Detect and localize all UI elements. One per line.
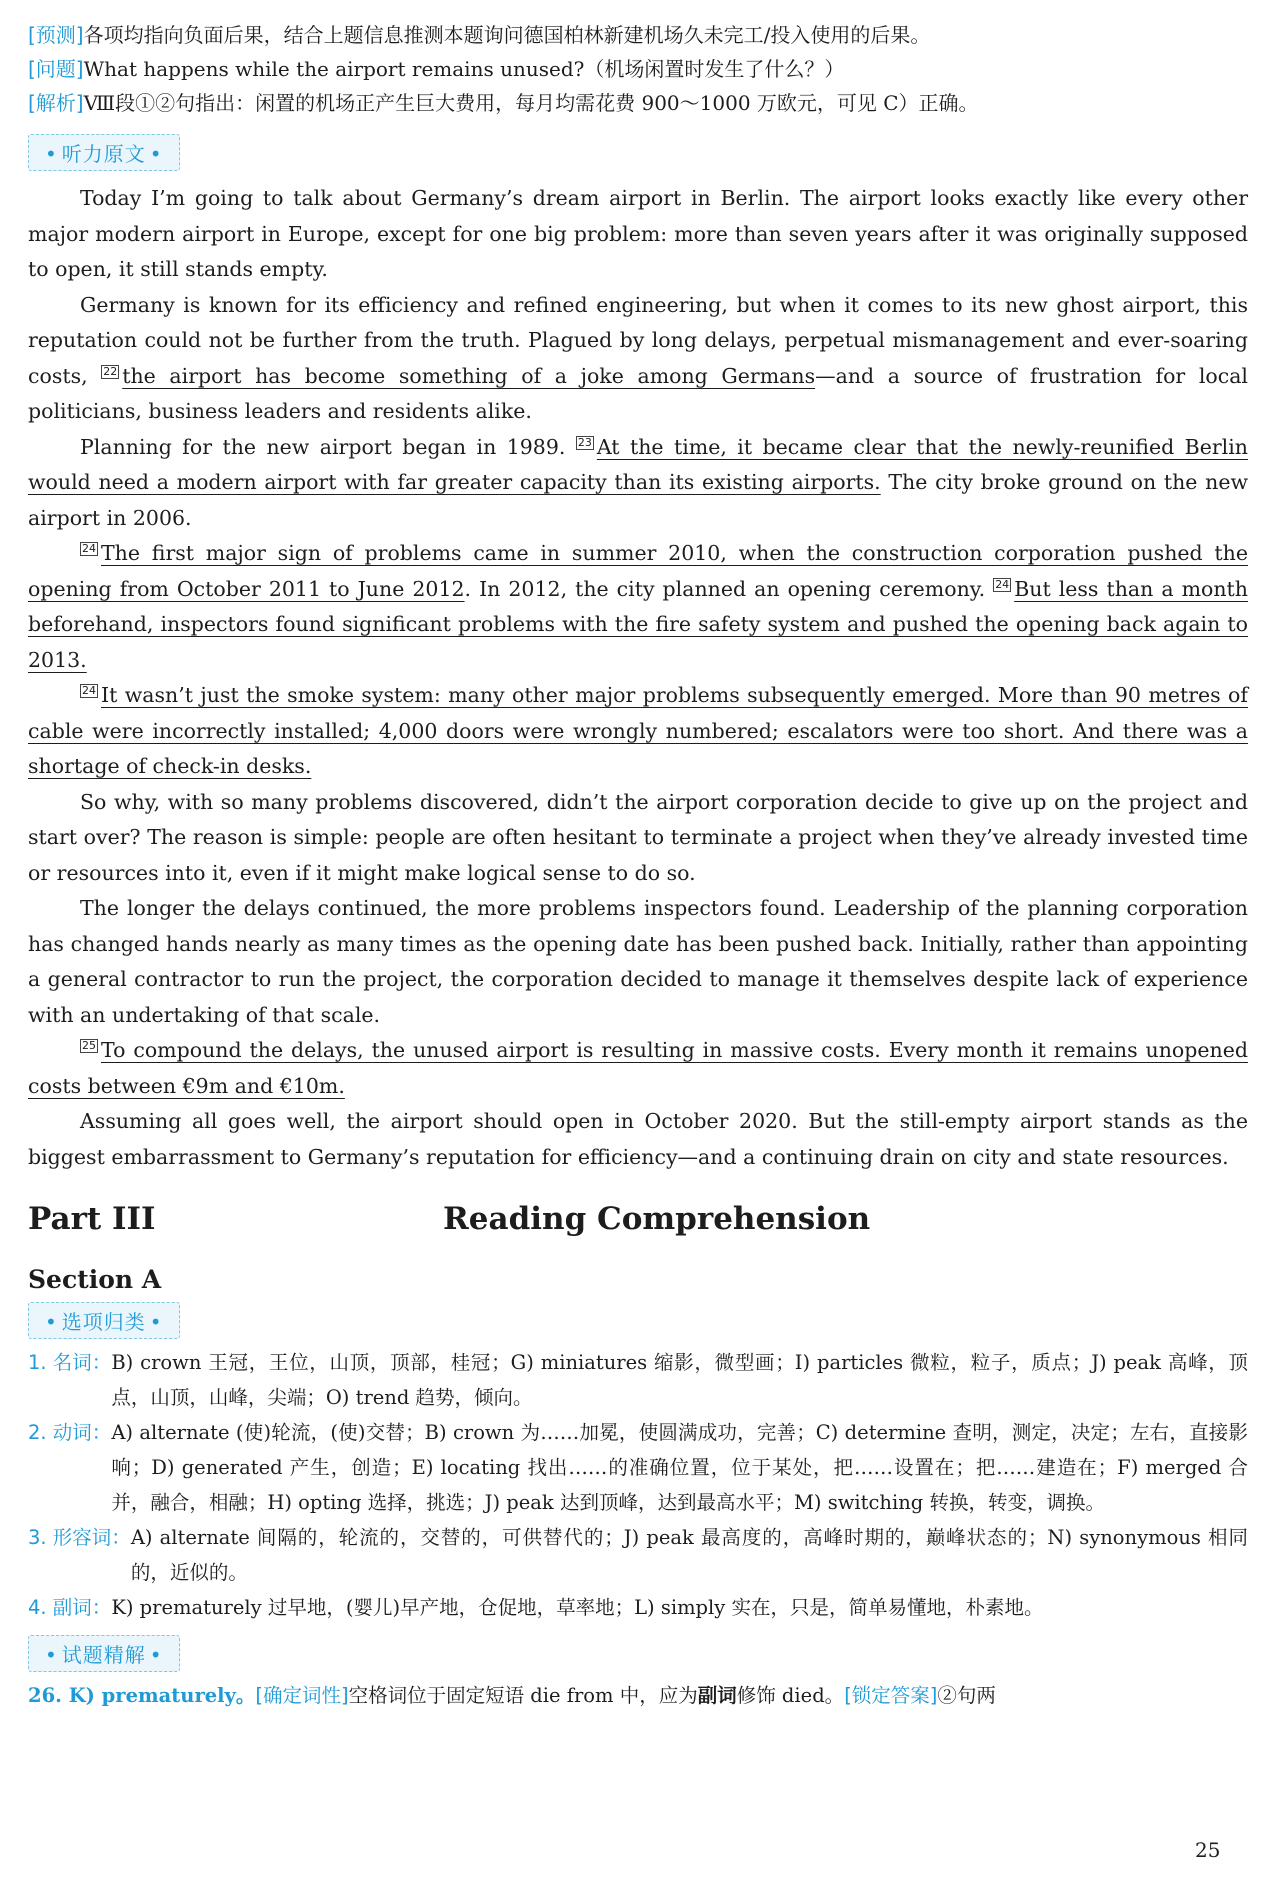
analysis-text: Ⅷ段①②句指出：闲置的机场正产生巨大费用，每月均需花费 900～1000 万欧元，可见 C）正确。 bbox=[83, 91, 979, 115]
question-marker: 22 bbox=[103, 364, 118, 378]
page-content bbox=[28, 18, 1248, 1713]
analysis-badge: • 试题精解 • bbox=[28, 1635, 180, 1672]
underlined-sentence: At the time, it became clear that the newly-reunified Berlin would need a modern airport with far greater capacity than its existing airports. bbox=[28, 434, 1248, 494]
vocab-badge: • 选项归类 • bbox=[28, 1302, 180, 1339]
question-marker: 24 bbox=[995, 577, 1010, 591]
prediction-line bbox=[28, 18, 1248, 52]
intro-block bbox=[28, 18, 1248, 120]
underlined-sentence: The first major sign of problems came in summer 2010, when the construction corporation pushed the opening from October 2011 to June 2012 bbox=[28, 541, 1248, 601]
question-text: What happens while the airport remains unused?（机场闲置时发生了什么？） bbox=[83, 57, 845, 81]
underlined-sentence: But less than a month beforehand, inspectors found significant problems with the fire safety system and pushed the opening back again to 2013. bbox=[28, 576, 1248, 672]
part-label: Part III bbox=[28, 1201, 156, 1237]
transcript-paragraph: 24 The first major sign of problems came in summer 2010, when the construction corporation pushed the opening from October 2011 to June 2012. In 2012, the city planned an opening ceremony. 24 But less than a month beforehand, inspectors found significant problems with the fire safety system and pushed the opening back again to 2013. bbox=[28, 541, 1248, 672]
transcript-paragraph: Assuming all goes well, the airport should open in October 2020. But the still-empty airport stands as the biggest embarrassment to Germany’s reputation for efficiency—and a continuing drain on city and state resources. bbox=[28, 1109, 1248, 1169]
prediction-text: 各项均指向负面后果，结合上题信息推测本题询问德国柏林新建机场久未完工/投入使用的后果。 bbox=[83, 23, 931, 47]
question-line bbox=[28, 52, 1248, 86]
underlined-sentence: To compound the delays, the unused airport is resulting in massive costs. Every month it remains unopened costs between €9m and €10m. bbox=[28, 1038, 1248, 1098]
question-marker: 24 bbox=[82, 684, 96, 698]
underlined-sentence: the airport has become something of a joke among Germans bbox=[122, 363, 816, 388]
lock-answer-tag: [锁定答案] bbox=[844, 1684, 938, 1707]
answer-label: 26. K) prematurely。 bbox=[28, 1684, 256, 1707]
part-heading bbox=[28, 1201, 1248, 1245]
answer-line: 26. K) prematurely。[确定词性]空格词位于固定短语 die from 中，应为副词修饰 died。[锁定答案]②句两 bbox=[28, 1684, 996, 1707]
question-marker: 23 bbox=[577, 435, 592, 449]
section-title: Section A bbox=[28, 1265, 162, 1294]
vocab-item-adjective: 3. 形容词： A) alternate 间隔的，轮流的，交替的，可供替代的；J) peak 最高度的，高峰时期的，巅峰状态的；N) synonymous 相同的，近似的。 bbox=[28, 1526, 1248, 1584]
analysis-tag: [解析] bbox=[28, 91, 84, 115]
listening-transcript bbox=[28, 181, 1248, 1175]
question-marker: 24 bbox=[82, 542, 96, 556]
analysis-line bbox=[28, 86, 1248, 120]
transcript-paragraph: Germany is known for its efficiency and refined engineering, but when it comes to its new ghost airport, this reputation could not be further from the truth. Plagued by long delays, perpetual mismanagement and ever-soaring costs, 22 the airport has become something of a joke among Germans—and a source of frustration for local politicians, business leaders and residents alike. bbox=[28, 292, 1248, 423]
vocab-item-adverb: 4. 副词： K) prematurely 过早地，(婴儿)早产地，仓促地，草率地；L) simply 实在，只是，简单易懂地，朴素地。 bbox=[28, 1596, 1044, 1619]
word-class-tag: [确定词性] bbox=[255, 1684, 349, 1707]
transcript-paragraph: So why, with so many problems discovered, didn’t the airport corporation decide to give up on the project and start over? The reason is simple: people are often hesitant to terminate a project when they’ve already invested time or resources into it, even if it might make logical sense to do so. bbox=[28, 789, 1248, 885]
transcript-paragraph bbox=[28, 1033, 1248, 1104]
vocab-item-verb: 2. 动词： A) alternate (使)轮流，(使)交替；B) crown 为……加冕，使圆满成功，完善；C) determine 查明，测定，决定；左右，直接影响；D) generated 产生，创造；E) locating 找出……的准确位置，位于某处，把……设置在；把……建造在；F) merged 合并，融合，相融；H) opting 选择，挑选；J) peak 达到顶峰，达到最高水平；M) switching 转换，转变，调换。 bbox=[28, 1421, 1248, 1514]
vocab-list bbox=[28, 1345, 1248, 1625]
transcript-paragraph: Planning for the new airport began in 1989. 23 At the time, it became clear that the newly-reunified Berlin would need a modern airport with far greater capacity than its existing airports. The city broke ground on the new airport in 2006. bbox=[28, 434, 1248, 530]
part-title: Reading Comprehension bbox=[443, 1201, 871, 1237]
page-number: 25 bbox=[1195, 1838, 1221, 1862]
prediction-tag: [预测] bbox=[28, 23, 84, 47]
underlined-sentence: It wasn’t just the smoke system: many other major problems subsequently emerged. More than 90 metres of cable were incorrectly installed; 4,000 doors were wrongly numbered; escalators were too short. And there was a shortage of check-in desks. bbox=[28, 683, 1248, 778]
question-marker: 25 bbox=[82, 1039, 96, 1053]
listening-badge: • 听力原文 • bbox=[28, 134, 180, 171]
transcript-paragraph: Today I’m going to talk about Germany’s dream airport in Berlin. The airport looks exactly like every other major modern airport in Europe, except for one big problem: more than seven years after it was originally supposed to open, it still stands empty. bbox=[28, 186, 1248, 281]
transcript-paragraph: The longer the delays continued, the more problems inspectors found. Leadership of the planning corporation has changed hands nearly as many times as the opening date has been pushed back. Initially, rather than appointing a general contractor to run the project, the corporation decided to manage it themselves despite lack of experience with an undertaking of that scale. bbox=[28, 896, 1248, 1027]
vocab-item-noun: 1. 名词： B) crown 王冠，王位，山顶，顶部，桂冠；G) miniatures 缩影，微型画；I) particles 微粒，粒子，质点；J) peak 高峰，顶点，山顶，山峰，尖端；O) trend 趋势，倾向。 bbox=[28, 1351, 1248, 1409]
question-tag: [问题] bbox=[28, 57, 84, 81]
transcript-paragraph bbox=[28, 678, 1248, 785]
